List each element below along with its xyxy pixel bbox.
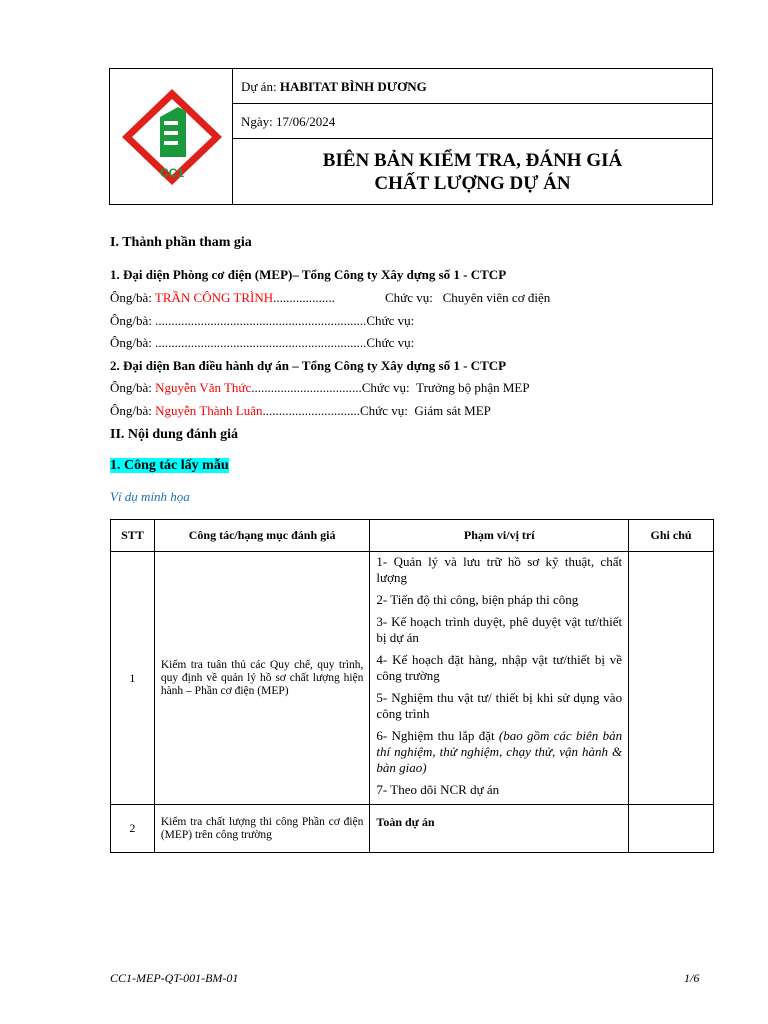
group-2-heading: 2. Đại diện Ban điều hành dự án – Tổng Công ty Xây dựng số 1 - CTCP: [110, 358, 507, 373]
table-row: [111, 805, 714, 853]
project-name: HABITAT BÌNH DƯƠNG: [279, 79, 427, 94]
role-value: Giám sát MEP: [414, 403, 491, 418]
participant-name: TRẦN CÔNG TRÌNH: [154, 290, 274, 305]
column-header: Ghi chú: [629, 520, 714, 552]
evaluation-table: [110, 519, 714, 853]
title-row: [233, 139, 712, 204]
scope-item: 5- Nghiệm thu vật tư/ thiết bị khi sử dụng vào công trình: [376, 690, 623, 721]
role-label: Chức vụ:: [385, 290, 433, 305]
scope-item: [376, 728, 622, 776]
date-label: Ngày:: [241, 114, 273, 129]
stt-cell: 1: [111, 552, 155, 805]
group-1-heading: 1. Đại diện Phòng cơ điện (MEP)– Tổng Công ty Xây dựng số 1 - CTCP: [110, 267, 507, 282]
scope-item: 1- Quản lý và lưu trữ hồ sơ kỹ thuật, chất lượng: [376, 554, 623, 585]
example-label: Ví dụ minh họa: [110, 489, 190, 504]
sub-heading: [110, 458, 229, 474]
participant-row: [110, 380, 530, 396]
date-value: 17/06/2024: [276, 114, 336, 129]
stt-cell: 2: [111, 805, 155, 853]
role-value: Chuyên viên cơ điện: [442, 290, 551, 305]
table-row: [111, 552, 714, 805]
participant-prefix: Ông/bà:: [110, 290, 155, 305]
sub-heading-text: 1. Công tác lấy mẫu: [110, 458, 229, 473]
scope-item-text: 6- Nghiệm thu lắp đặt: [376, 728, 499, 743]
scope-item: 3- Kế hoạch trình duyệt, phê duyệt vật tư/thiết bị dự án: [376, 614, 623, 645]
note-cell: [629, 805, 714, 853]
role-label: Chức vụ:: [366, 335, 415, 350]
participant-dots: .................................................................: [155, 313, 367, 328]
title-line-1: BIÊN BẢN KIỂM TRA, ĐÁNH GIÁ: [322, 150, 623, 171]
participant-row: [110, 403, 491, 419]
column-header: STT: [111, 520, 155, 552]
cc1-logo-icon: [120, 87, 224, 187]
participant-dots: ..................................: [251, 380, 362, 395]
role-label: Chức vụ:: [361, 380, 410, 395]
scope-item: 7- Theo dõi NCR dự án: [376, 782, 500, 797]
scope-item: 2- Tiến độ thi công, biện pháp thi công: [376, 592, 579, 607]
footer-doc-code: CC1-MEP-QT-001-BM-01: [110, 971, 239, 985]
company-logo: [110, 69, 233, 204]
role-label: Chức vụ:: [366, 313, 415, 328]
participant-dots: ...................: [273, 290, 335, 305]
participant-role: [385, 290, 550, 306]
participant-dots: ..............................: [262, 403, 360, 418]
project-label: Dự án:: [241, 79, 277, 94]
title-line-2: CHẤT LƯỢNG DỰ ÁN: [374, 173, 571, 194]
date-row: [233, 104, 712, 139]
task-cell: Kiểm tra chất lượng thi công Phần cơ điện (MEP) trên công trường: [154, 805, 370, 853]
participant-row: [110, 335, 414, 351]
participant-name: Nguyễn Thành Luân: [155, 403, 263, 418]
project-row: [233, 69, 712, 104]
participant-dots: .................................................................: [155, 335, 367, 350]
participant-prefix: Ông/bà:: [110, 335, 156, 350]
scope-cell: Toàn dự án: [370, 805, 629, 853]
participant-prefix: Ông/bà:: [110, 313, 156, 328]
section-2-heading: II. Nội dung đánh giá: [110, 427, 239, 442]
participant-row: [110, 313, 414, 329]
scope-item: 4- Kế hoạch đặt hàng, nhập vật tư/thiết bị về công trường: [376, 652, 623, 683]
note-cell: [629, 552, 714, 805]
document-title: [233, 139, 712, 195]
participant-row: [110, 290, 335, 306]
participant-prefix: Ông/bà:: [110, 380, 156, 395]
table-header-row: [111, 520, 714, 552]
participant-name: Nguyễn Văn Thức: [155, 380, 252, 395]
participant-prefix: Ông/bà:: [110, 403, 156, 418]
role-label: Chức vụ:: [360, 403, 408, 418]
footer-page-number: 1/6: [684, 971, 700, 985]
scope-item-italic: (bao gồm các biên bản thí nghiệm, thử nghiệm, chạy thử, vận hành & bàn giao): [376, 728, 623, 775]
document-header: [109, 68, 713, 205]
column-header: Phạm vi/vị trí: [370, 520, 629, 552]
task-cell: Kiểm tra tuân thủ các Quy chế, quy trình, quy định về quản lý hồ sơ chất lượng hiện hành – Phần cơ điện (MEP): [154, 552, 370, 805]
section-1-heading: I. Thành phần tham gia: [110, 235, 252, 250]
svg-text:CC1: CC1: [159, 166, 185, 180]
role-value: Trưởng bộ phận MEP: [416, 380, 530, 395]
scope-cell: [370, 552, 629, 805]
column-header: Công tác/hạng mục đánh giá: [154, 520, 370, 552]
